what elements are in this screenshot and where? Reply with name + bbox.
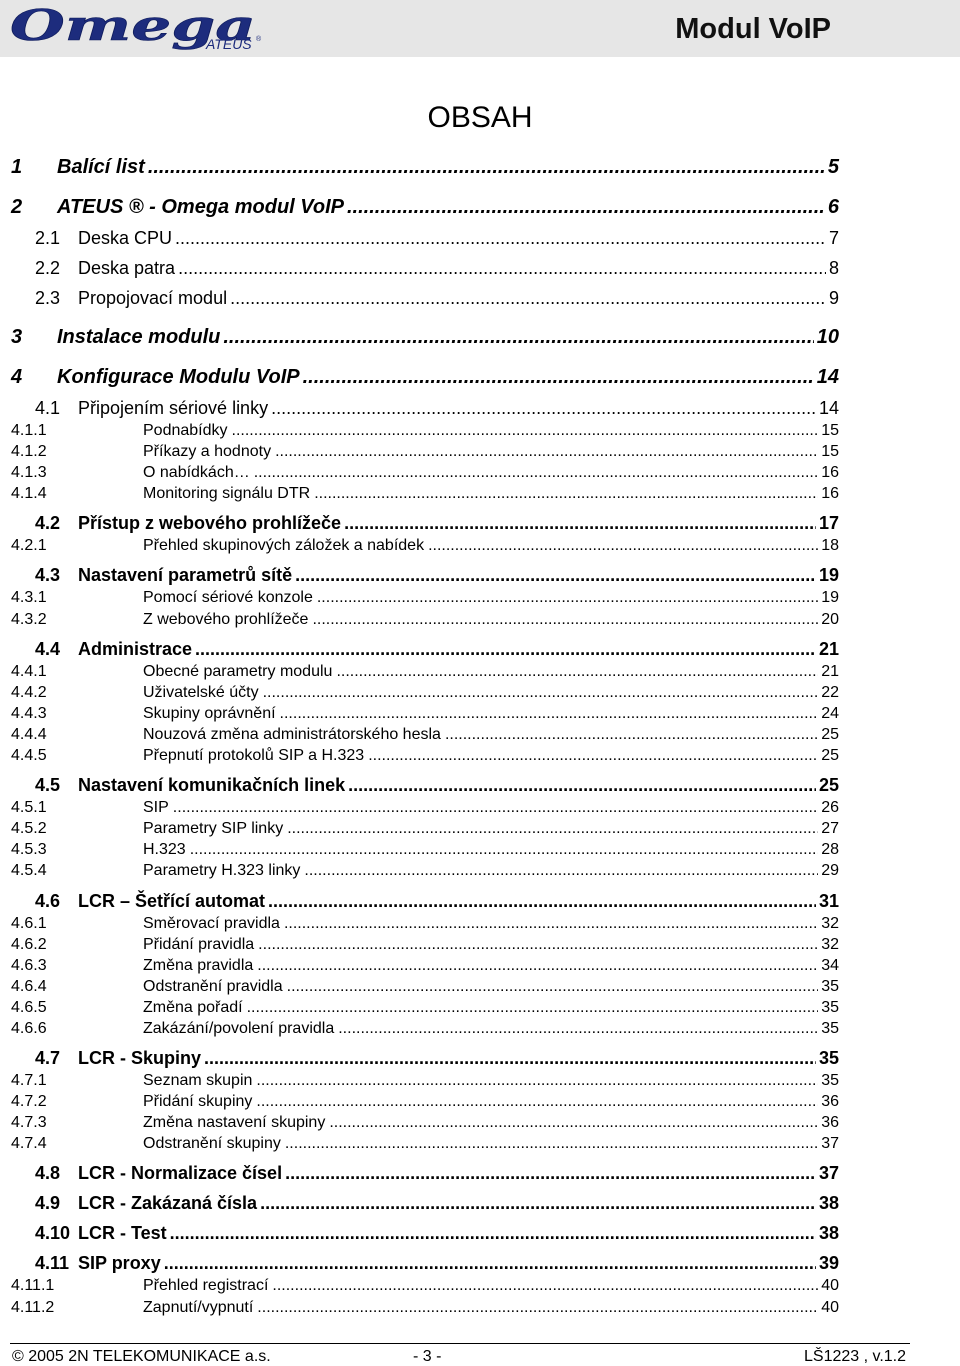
dot-leader xyxy=(220,325,813,349)
toc-entry-page: 16 xyxy=(821,464,839,482)
toc-entry-number: 4.11 xyxy=(35,1253,70,1274)
toc-entry-page: 21 xyxy=(818,638,839,659)
toc-entry-title: Obecné parametry modulu xyxy=(143,662,333,680)
toc-entry[interactable] xyxy=(11,839,839,860)
toc-entry-page: 14 xyxy=(818,398,839,418)
toc-entry[interactable] xyxy=(11,682,839,703)
toc-entry[interactable] xyxy=(11,976,839,997)
toc-entry[interactable] xyxy=(11,155,839,179)
toc-entry-number: 4.11.2 xyxy=(11,1298,55,1316)
page-number: - 3 - xyxy=(413,1348,442,1365)
dot-leader xyxy=(345,774,816,796)
copyright-text: © 2005 2N TELEKOMUNIKACE a.s. xyxy=(12,1348,271,1365)
dot-leader xyxy=(145,155,825,179)
toc-entry-page: 35 xyxy=(821,1072,839,1090)
page-footer xyxy=(12,1348,906,1365)
dot-leader xyxy=(281,1133,818,1154)
toc-entry-title: Přehled registrací xyxy=(143,1277,269,1295)
toc-entry-number: 4.11.1 xyxy=(11,1277,55,1295)
logo-subtitle: ATEUS xyxy=(206,36,252,52)
toc-entry[interactable] xyxy=(11,1192,839,1214)
toc-entry-title: Změna pravidla xyxy=(143,956,254,974)
toc-entry-number: 4.7.3 xyxy=(11,1114,47,1132)
toc-entry-number: 4.4.5 xyxy=(11,747,47,765)
dot-leader xyxy=(265,890,816,912)
toc-entry-number: 4.4 xyxy=(35,638,61,659)
dot-leader xyxy=(282,1162,816,1184)
toc-entry[interactable] xyxy=(11,703,839,724)
toc-entry-number: 4.2 xyxy=(35,513,61,534)
toc-entry[interactable] xyxy=(11,483,839,504)
toc-entry-title: LCR - Test xyxy=(78,1223,167,1244)
toc-entry[interactable] xyxy=(11,1162,839,1184)
toc-entry[interactable] xyxy=(11,462,839,483)
toc-entry-number: 4.6.5 xyxy=(11,998,47,1016)
toc-entry[interactable] xyxy=(11,512,839,534)
toc-entry-number: 4.6.1 xyxy=(11,914,47,932)
dot-leader xyxy=(172,227,826,249)
toc-entry-page: 25 xyxy=(821,747,839,765)
dot-leader xyxy=(228,420,819,441)
toc-entry-page: 38 xyxy=(818,1193,839,1214)
dot-leader xyxy=(175,257,826,279)
toc-entry-number: 4 xyxy=(11,366,23,388)
toc-entry[interactable] xyxy=(11,227,839,249)
toc-entry[interactable] xyxy=(11,257,839,279)
toc-entry-page: 31 xyxy=(818,890,839,911)
toc-entry[interactable] xyxy=(11,1070,839,1091)
toc-entry-page: 14 xyxy=(816,366,839,388)
dot-leader xyxy=(254,934,818,955)
toc-entry[interactable] xyxy=(11,890,839,912)
toc-entry-number: 4.1 xyxy=(35,398,61,418)
toc-entry-title: LCR - Normalizace čísel xyxy=(78,1163,283,1184)
toc-entry-number: 1 xyxy=(11,156,23,178)
logo-wordmark: Omega xyxy=(10,2,256,50)
toc-entry[interactable] xyxy=(11,818,839,839)
dot-leader xyxy=(344,195,825,219)
toc-entry[interactable] xyxy=(11,638,839,660)
toc-entry-number: 4.9 xyxy=(35,1193,61,1214)
toc-entry-number: 2.1 xyxy=(35,228,61,248)
toc-entry-number: 4.5.4 xyxy=(11,862,47,880)
toc-entry[interactable] xyxy=(11,587,839,608)
dot-leader xyxy=(257,1192,816,1214)
toc-entry-number: 4.7.1 xyxy=(11,1072,47,1090)
toc-entry-title: Zakázání/povolení pravidla xyxy=(143,1019,335,1037)
toc-entry-page: 37 xyxy=(821,1135,839,1153)
dot-leader xyxy=(424,535,818,556)
toc-entry-page: 34 xyxy=(821,956,839,974)
toc-entry-number: 4.8 xyxy=(35,1163,61,1184)
toc-entry-title: Pomocí sériové konzole xyxy=(143,589,313,607)
toc-entry-title: Přístup z webového prohlížeče xyxy=(78,513,342,534)
dot-leader xyxy=(280,913,818,934)
toc-entry[interactable] xyxy=(11,745,839,766)
toc-entry[interactable] xyxy=(11,325,839,349)
toc-entry-number: 4.1.2 xyxy=(11,443,47,461)
toc-entry-title: Propojovací modul xyxy=(78,288,228,308)
toc-entry-page: 29 xyxy=(821,862,839,880)
toc-entry[interactable] xyxy=(11,661,839,682)
logo-registered-mark: ® xyxy=(256,36,262,43)
toc-entry-page: 5 xyxy=(827,156,839,178)
toc-entry-number: 4.7.4 xyxy=(11,1135,47,1153)
dot-leader xyxy=(310,483,818,504)
toc-entry-page: 16 xyxy=(821,485,839,503)
toc-entry-page: 40 xyxy=(821,1277,839,1295)
dot-leader xyxy=(268,1275,818,1296)
toc-entry-page: 28 xyxy=(821,841,839,859)
toc-entry[interactable] xyxy=(11,1297,839,1318)
toc-entry-number: 4.3 xyxy=(35,565,61,586)
toc-entry-page: 37 xyxy=(818,1163,839,1184)
toc-entry-number: 4.6 xyxy=(35,890,61,911)
toc-entry[interactable] xyxy=(11,441,839,462)
toc-entry[interactable] xyxy=(11,774,839,796)
dot-leader xyxy=(167,1222,816,1244)
toc-entry-title: Skupiny oprávnění xyxy=(143,704,276,722)
toc-entry-number: 4.6.3 xyxy=(11,956,47,974)
toc-entry[interactable] xyxy=(11,1047,839,1069)
toc-entry-number: 4.4.3 xyxy=(11,704,47,722)
toc-entry[interactable] xyxy=(11,955,839,976)
toc-entry-number: 4.4.2 xyxy=(11,683,47,701)
toc-entry-number: 4.5 xyxy=(35,775,61,796)
toc-entry-title: O nabídkách… xyxy=(143,464,250,482)
toc-entry[interactable] xyxy=(11,397,839,419)
dot-leader xyxy=(441,724,818,745)
toc-entry-number: 4.5.1 xyxy=(11,799,47,817)
dot-leader xyxy=(192,638,816,660)
toc-entry-title: SIP proxy xyxy=(78,1253,161,1274)
dot-leader xyxy=(268,397,816,419)
toc-entry-title: LCR – Šetřící automat xyxy=(78,890,266,911)
toc-entry-title: Příkazy a hodnoty xyxy=(143,443,272,461)
toc-entry-page: 15 xyxy=(821,422,839,439)
dot-leader xyxy=(186,839,819,860)
toc-entry-title: Přidání pravidla xyxy=(143,935,255,953)
dot-leader xyxy=(364,745,818,766)
dot-leader xyxy=(201,1047,816,1069)
toc-entry-number: 2.2 xyxy=(35,258,61,278)
table-of-contents xyxy=(11,139,839,1318)
toc-entry-title: Uživatelské účty xyxy=(143,683,259,701)
toc-entry-title: Deska CPU xyxy=(78,228,173,248)
toc-entry[interactable] xyxy=(11,535,839,556)
toc-entry-title: Nastavení komunikačních linek xyxy=(78,775,346,796)
toc-entry-page: 35 xyxy=(821,998,839,1016)
dot-leader xyxy=(252,1070,818,1091)
toc-entry-page: 19 xyxy=(821,589,839,607)
toc-entry[interactable] xyxy=(11,1018,839,1039)
toc-entry-page: 25 xyxy=(818,775,839,796)
page-header xyxy=(0,0,960,57)
toc-entry-page: 10 xyxy=(816,326,839,348)
toc-entry-number: 4.5.3 xyxy=(11,841,47,859)
toc-entry-title: Odstranění skupiny xyxy=(143,1135,281,1153)
toc-entry-page: 22 xyxy=(821,683,839,701)
toc-entry[interactable] xyxy=(11,195,839,219)
toc-entry[interactable] xyxy=(11,934,839,955)
toc-entry-title: ATEUS ® - Omega modul VoIP xyxy=(57,196,344,218)
footer-rule xyxy=(10,1343,910,1344)
document-version: LŠ1223 , v.1.2 xyxy=(804,1348,906,1365)
toc-entry-number: 4.6.2 xyxy=(11,935,47,953)
toc-entry-number: 4.5.2 xyxy=(11,820,47,838)
toc-entry-page: 32 xyxy=(821,935,839,953)
toc-entry-title: Přidání skupiny xyxy=(143,1093,253,1111)
toc-entry-title: H.323 xyxy=(143,841,186,859)
toc-entry-number: 4.4.1 xyxy=(11,662,47,680)
toc-entry[interactable] xyxy=(11,997,839,1018)
toc-entry-number: 4.7 xyxy=(35,1048,61,1069)
dot-leader xyxy=(334,1018,818,1039)
toc-entry-number: 3 xyxy=(11,326,23,348)
toc-entry-number: 4.6.6 xyxy=(11,1019,47,1037)
toc-entry-title: Balící list xyxy=(57,156,145,178)
toc-entry[interactable] xyxy=(11,1275,839,1296)
dot-leader xyxy=(253,955,818,976)
toc-entry[interactable] xyxy=(11,1091,839,1112)
toc-entry-title: Instalace modulu xyxy=(57,326,221,348)
toc-entry-title: Směrovací pravidla xyxy=(143,914,280,932)
toc-entry[interactable] xyxy=(11,1252,839,1274)
toc-entry-title: Změna pořadí xyxy=(143,998,243,1016)
toc-entry-title: Odstranění pravidla xyxy=(143,977,283,995)
toc-entry-page: 15 xyxy=(821,443,839,461)
toc-entry-page: 8 xyxy=(828,258,839,278)
document-module-title: Modul VoIP xyxy=(675,13,831,45)
dot-leader xyxy=(250,462,818,483)
toc-entry-page: 7 xyxy=(828,228,839,248)
toc-entry-page: 20 xyxy=(821,610,839,628)
toc-entry-title: Podnabídky xyxy=(143,422,228,439)
toc-entry-title: Konfigurace Modulu VoIP xyxy=(57,366,300,388)
toc-entry[interactable] xyxy=(11,797,839,818)
toc-entry-title: Nouzová změna administrátorského hesla xyxy=(143,725,441,743)
toc-entry-title: Deska patra xyxy=(78,258,176,278)
toc-entry-title: Parametry H.323 linky xyxy=(143,862,301,880)
toc-entry-number: 4.1.1 xyxy=(11,422,47,439)
toc-entry-number: 2 xyxy=(11,196,23,218)
toc-entry-title: LCR - Skupiny xyxy=(78,1048,202,1069)
toc-entry[interactable] xyxy=(11,365,839,389)
toc-entry-number: 4.2.1 xyxy=(11,537,47,555)
contents-heading: OBSAH xyxy=(427,101,533,134)
toc-entry-number: 4.3.2 xyxy=(11,610,47,628)
toc-entry-page: 25 xyxy=(821,725,839,743)
toc-entry-title: SIP xyxy=(143,799,169,817)
dot-leader xyxy=(161,1252,816,1274)
dot-leader xyxy=(308,609,818,630)
toc-entry-page: 35 xyxy=(821,1019,839,1037)
toc-entry-page: 27 xyxy=(821,820,839,838)
toc-entry-number: 4.3.1 xyxy=(11,589,47,607)
toc-entry-title: Parametry SIP linky xyxy=(143,820,284,838)
dot-leader xyxy=(325,1112,818,1133)
toc-entry[interactable] xyxy=(11,1222,839,1244)
toc-entry-page: 24 xyxy=(821,704,839,722)
toc-entry-number: 4.1.3 xyxy=(11,464,47,482)
toc-entry[interactable] xyxy=(11,287,839,309)
dot-leader xyxy=(259,682,819,703)
toc-entry[interactable] xyxy=(11,564,839,586)
toc-entry-page: 9 xyxy=(828,288,839,308)
toc-entry-page: 36 xyxy=(821,1093,839,1111)
toc-entry-page: 40 xyxy=(821,1298,839,1316)
toc-entry-page: 17 xyxy=(818,513,839,534)
toc-entry-title: Seznam skupin xyxy=(143,1072,253,1090)
toc-entry[interactable] xyxy=(11,860,839,881)
dot-leader xyxy=(253,1297,818,1318)
dot-leader xyxy=(227,287,826,309)
toc-entry-title: Monitoring signálu DTR xyxy=(143,485,311,503)
toc-entry-page: 26 xyxy=(821,799,839,817)
toc-entry-number: 4.7.2 xyxy=(11,1093,47,1111)
toc-entry-page: 18 xyxy=(821,537,839,555)
toc-entry-page: 35 xyxy=(818,1048,839,1069)
dot-leader xyxy=(271,441,818,462)
toc-entry[interactable] xyxy=(11,609,839,630)
toc-entry-page: 38 xyxy=(818,1223,839,1244)
dot-leader xyxy=(283,818,818,839)
toc-entry-title: Nastavení parametrů sítě xyxy=(78,565,293,586)
dot-leader xyxy=(300,860,818,881)
toc-entry-page: 19 xyxy=(818,565,839,586)
toc-entry-page: 6 xyxy=(827,196,839,218)
toc-entry-number: 4.10 xyxy=(35,1223,71,1244)
dot-leader xyxy=(169,797,818,818)
toc-entry-title: LCR - Zakázaná čísla xyxy=(78,1193,258,1214)
toc-entry-number: 4.1.4 xyxy=(11,485,47,503)
toc-entry-number: 4.4.4 xyxy=(11,725,47,743)
toc-entry-title: Přepnutí protokolů SIP a H.323 xyxy=(143,747,365,765)
toc-entry-page: 36 xyxy=(821,1114,839,1132)
dot-leader xyxy=(300,365,814,389)
dot-leader xyxy=(292,564,816,586)
toc-entry-page: 39 xyxy=(818,1253,839,1274)
toc-entry-page: 35 xyxy=(821,977,839,995)
toc-entry[interactable] xyxy=(11,913,839,934)
toc-entry[interactable] xyxy=(11,724,839,745)
dot-leader xyxy=(283,976,819,997)
toc-entry-title: Administrace xyxy=(78,638,193,659)
toc-entry-page: 21 xyxy=(821,662,839,680)
toc-entry[interactable] xyxy=(11,1133,839,1154)
dot-leader xyxy=(276,703,819,724)
toc-entry[interactable] xyxy=(11,1112,839,1133)
dot-leader xyxy=(243,997,819,1018)
toc-entry-number: 4.6.4 xyxy=(11,977,47,995)
toc-entry-title: Připojením sériové linky xyxy=(78,398,269,418)
toc-entry-number: 2.3 xyxy=(35,288,61,308)
toc-entry-title: Přehled skupinových záložek a nabídek xyxy=(143,537,425,555)
toc-entry[interactable] xyxy=(11,420,839,441)
dot-leader xyxy=(341,512,816,534)
toc-entry-title: Změna nastavení skupiny xyxy=(143,1114,326,1132)
toc-entry-title: Zapnutí/vypnutí xyxy=(143,1298,254,1316)
toc-entry-page: 32 xyxy=(821,914,839,932)
dot-leader xyxy=(313,587,818,608)
omega-ateus-logo xyxy=(0,2,272,56)
dot-leader xyxy=(332,661,818,682)
dot-leader xyxy=(252,1091,818,1112)
toc-entry-title: Z webového prohlížeče xyxy=(143,610,309,628)
